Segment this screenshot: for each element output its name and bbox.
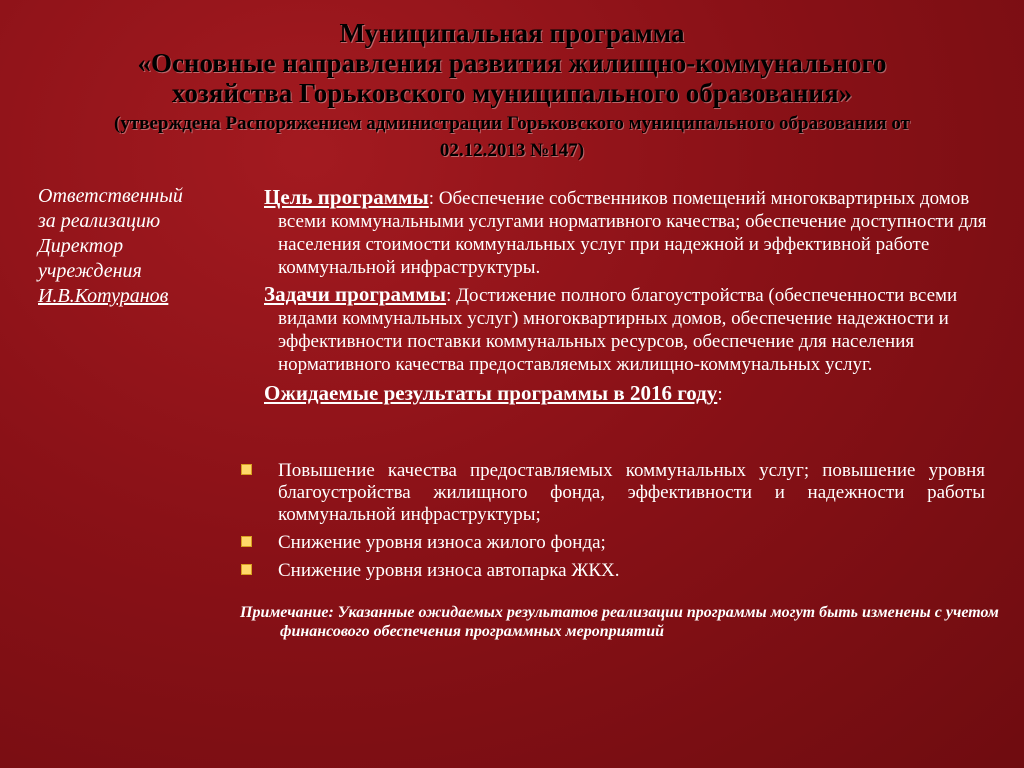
responsible-name: И.В.Котуранов (38, 285, 169, 307)
result-item-text: Снижение уровня износа автопарка ЖКХ. (278, 560, 620, 581)
goal-separator: : (428, 188, 435, 209)
approval-line-1: (утверждена Распоряжением администрации Горьковского муниципального образования от (114, 113, 910, 134)
result-item-text: Снижение уровня износа жилого фонда; (278, 532, 606, 553)
list-item (240, 560, 985, 582)
tasks-label: Задачи программы (264, 282, 447, 306)
responsible-block (38, 184, 228, 309)
program-content (262, 186, 987, 410)
responsible-line-1: Ответственный (38, 185, 183, 207)
program-title-line-2: «Основные направления развития жилищно-коммунального (137, 48, 887, 78)
tasks-separator: : (446, 285, 452, 306)
goal-paragraph (262, 186, 987, 279)
square-bullet-icon (242, 565, 251, 574)
program-title-line-3: хозяйства Горьковского муниципального образования» (171, 78, 853, 108)
tasks-paragraph (262, 283, 987, 376)
results-list (240, 460, 985, 588)
square-bullet-icon (242, 537, 251, 546)
results-separator: : (717, 384, 723, 405)
results-heading (262, 382, 987, 406)
approval-line-2: 02.12.2013 №147) (439, 140, 585, 161)
responsible-line-2: за реализацию (38, 210, 161, 232)
slide-header (40, 18, 984, 162)
goal-text: Обеспечение собственников помещений многоквартирных домов всеми коммунальными услугами нормативного качества; обеспечение доступности для населения стоимости коммунальных услуг при надежной и эффективной работе коммунальной инфраструктуры. (278, 188, 987, 278)
results-label: Ожидаемые результаты программы в 2016 году (264, 381, 718, 405)
list-item (240, 532, 985, 554)
responsible-line-4: учреждения (38, 260, 142, 282)
tasks-text: Достижение полного благоустройства (обеспеченности всеми видами коммунальных услуг) многоквартирных домов, обеспечение надежности и эффективности поставки коммунальных ресурсов, обеспечение для населения нормативного качества предоставляемых жилищно-коммунальных услуг. (278, 285, 958, 375)
note-text: Примечание: Указанные ожидаемых результатов реализации программы могут быть изменены с учетом финансового обеспечения программных мероприятий (240, 604, 999, 640)
square-bullet-icon (242, 465, 251, 474)
program-title-line-1: Муниципальная программа (339, 18, 685, 48)
goal-label: Цель программы (264, 185, 429, 209)
responsible-line-3: Директор (38, 235, 124, 257)
list-item (240, 460, 985, 526)
result-item-text: Повышение качества предоставляемых коммунальных услуг; повышение уровня благоустройства жилищного фонда, эффективности и надежности работы коммунальной инфраструктуры; (278, 460, 985, 525)
